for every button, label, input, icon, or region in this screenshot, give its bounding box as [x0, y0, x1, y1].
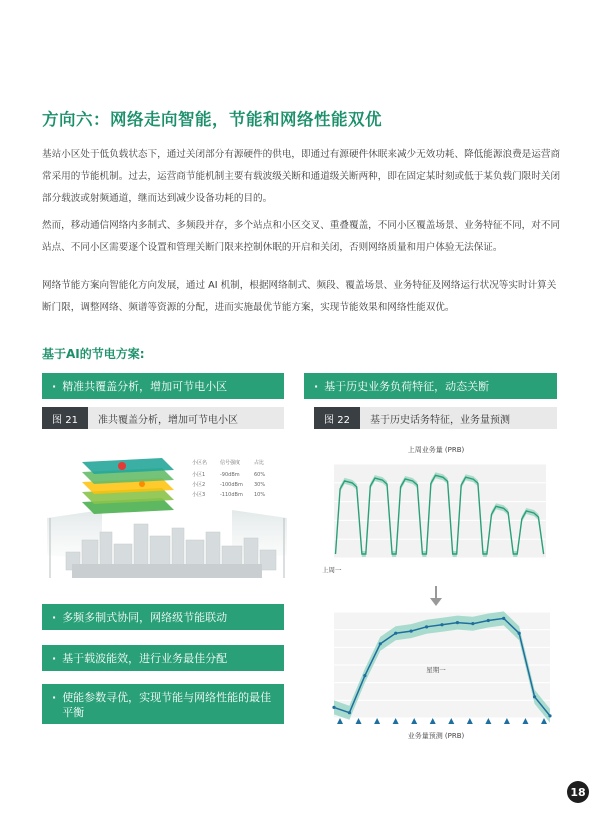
bottom-chart-point — [487, 619, 490, 622]
figure-21-text: 准共覆盖分析，增加可节电小区 — [98, 414, 238, 426]
bullet-carrier-label: 基于载波能效，进行业务最佳分配 — [62, 652, 228, 665]
bottom-chart-marker — [411, 718, 417, 724]
bullet-dot: · — [52, 379, 57, 393]
bullet-params — [42, 684, 284, 724]
bottom-chart-marker — [541, 718, 547, 724]
page-number: 18 — [567, 781, 589, 803]
bottom-chart-marker — [485, 718, 491, 724]
section-title: 方向六：网络走向智能，节能和网络性能双优 — [42, 110, 382, 129]
bullet-coverage — [42, 373, 284, 399]
figure-22-tag: 图 22 — [314, 407, 360, 429]
signal-table-header-3: 占比 — [254, 460, 265, 466]
bottom-chart-marker — [393, 718, 399, 724]
bottom-chart-point — [440, 623, 443, 626]
coverage-map-layers — [82, 458, 174, 514]
bullet-multi-band-label: 多频多制式协同，网络级节能联动 — [62, 611, 228, 624]
signal-table-cell: 10% — [254, 492, 266, 498]
bullet-dot: · — [314, 379, 319, 393]
signal-table-header-2: 信号强度 — [220, 460, 241, 466]
paragraph-2: 然而，移动通信网络内多制式、多频段并存，多个站点和小区交叉、重叠覆盖，不同小区覆盖场景、业务特征不同，对不同站点、不同小区需要逐个设置和管理关断门限来控制休眠的开启和关闭，否则网络质量和用户体验无法保证。 — [42, 220, 561, 253]
down-arrow-icon — [430, 586, 442, 606]
signal-table-cell: 小区1 — [192, 472, 206, 478]
bullet-carrier — [42, 645, 284, 671]
bottom-chart-point — [518, 632, 521, 635]
bottom-chart-point — [502, 617, 505, 620]
traffic-chart — [314, 440, 558, 750]
bottom-chart-point — [348, 711, 351, 714]
bottom-chart-title: 业务量预测 (PRB) — [407, 732, 465, 740]
top-chart-xlabel: 上周一 — [322, 566, 342, 574]
figure-21-tag: 图 21 — [42, 407, 88, 429]
bottom-chart-marker — [522, 718, 528, 724]
bottom-chart-point — [332, 706, 335, 709]
figure-22-text: 基于历史话务特征，业务量预测 — [370, 414, 510, 426]
bottom-chart-point — [410, 629, 413, 632]
solution-title: 基于AI的节电方案: — [42, 347, 145, 361]
bullet-history — [304, 373, 557, 399]
bottom-chart-point — [363, 674, 366, 677]
bullet-multi-band — [42, 604, 284, 630]
bottom-chart-marker — [467, 718, 473, 724]
bottom-chart-point — [456, 621, 459, 624]
top-chart-title: 上周业务量 (PRB) — [407, 446, 465, 454]
bottom-chart-marker — [504, 718, 510, 724]
bottom-chart-marker — [430, 718, 436, 724]
signal-table-cell: -110dBm — [220, 492, 243, 498]
bullet-history-label: 基于历史业务负荷特征，动态关断 — [324, 380, 490, 393]
bottom-chart-point — [394, 632, 397, 635]
signal-table-cell: 30% — [254, 482, 266, 488]
paragraph-1: 基站小区处于低负载状态下，通过关闭部分有源硬件的供电，即通过有源硬件休眠来减少无效功耗、降低能源浪费是运营商常采用的节能机制。过去，运营商节能机制主要有载波级关断和通道级关断两种，即在固定某时刻或低于某负载门限时关闭部分载波或射频通道，继而达到减少设备功耗的目的。 — [42, 149, 561, 204]
coverage-illustration — [42, 440, 292, 590]
signal-table-cell: 小区2 — [192, 482, 206, 488]
bullet-coverage-label: 精准共覆盖分析，增加可节电小区 — [62, 380, 228, 393]
signal-table-cell: 小区3 — [192, 492, 206, 498]
bottom-chart-marker — [337, 718, 343, 724]
bottom-chart-marker — [356, 718, 362, 724]
bottom-chart-point — [548, 714, 551, 717]
bottom-series-label: 星期一 — [426, 666, 446, 674]
bullet-dot: · — [52, 651, 57, 665]
bottom-chart-marker — [374, 718, 380, 724]
signal-table-cell: -90dBm — [220, 472, 240, 478]
city-foreground — [72, 564, 262, 578]
signal-table-cell: -100dBm — [220, 482, 243, 488]
paragraph-3: 网络节能方案向智能化方向发展，通过 AI 机制，根据网络制式、频段、覆盖场景、业务特征及网络运行状况等实时计算关断门限，调整网络、频谱等资源的分配，进而实施最优节能方案，实现节能效果和网络性能双优。 — [42, 280, 557, 313]
bullet-params-label: 使能参数寻优，实现节能与网络性能的最佳平衡 — [62, 691, 272, 719]
bullet-dot: · — [52, 691, 57, 704]
signal-table-cell: 60% — [254, 472, 266, 478]
figure-21-caption — [42, 407, 284, 429]
bottom-chart-point — [379, 642, 382, 645]
bottom-chart-marker — [448, 718, 454, 724]
bottom-chart-point — [471, 622, 474, 625]
bottom-chart-point — [425, 625, 428, 628]
bottom-chart-point — [533, 695, 536, 698]
signal-table-header-1: 小区名 — [192, 460, 208, 466]
bullet-dot: · — [52, 610, 57, 624]
signal-table — [192, 459, 265, 498]
figure-22-caption — [314, 407, 557, 429]
